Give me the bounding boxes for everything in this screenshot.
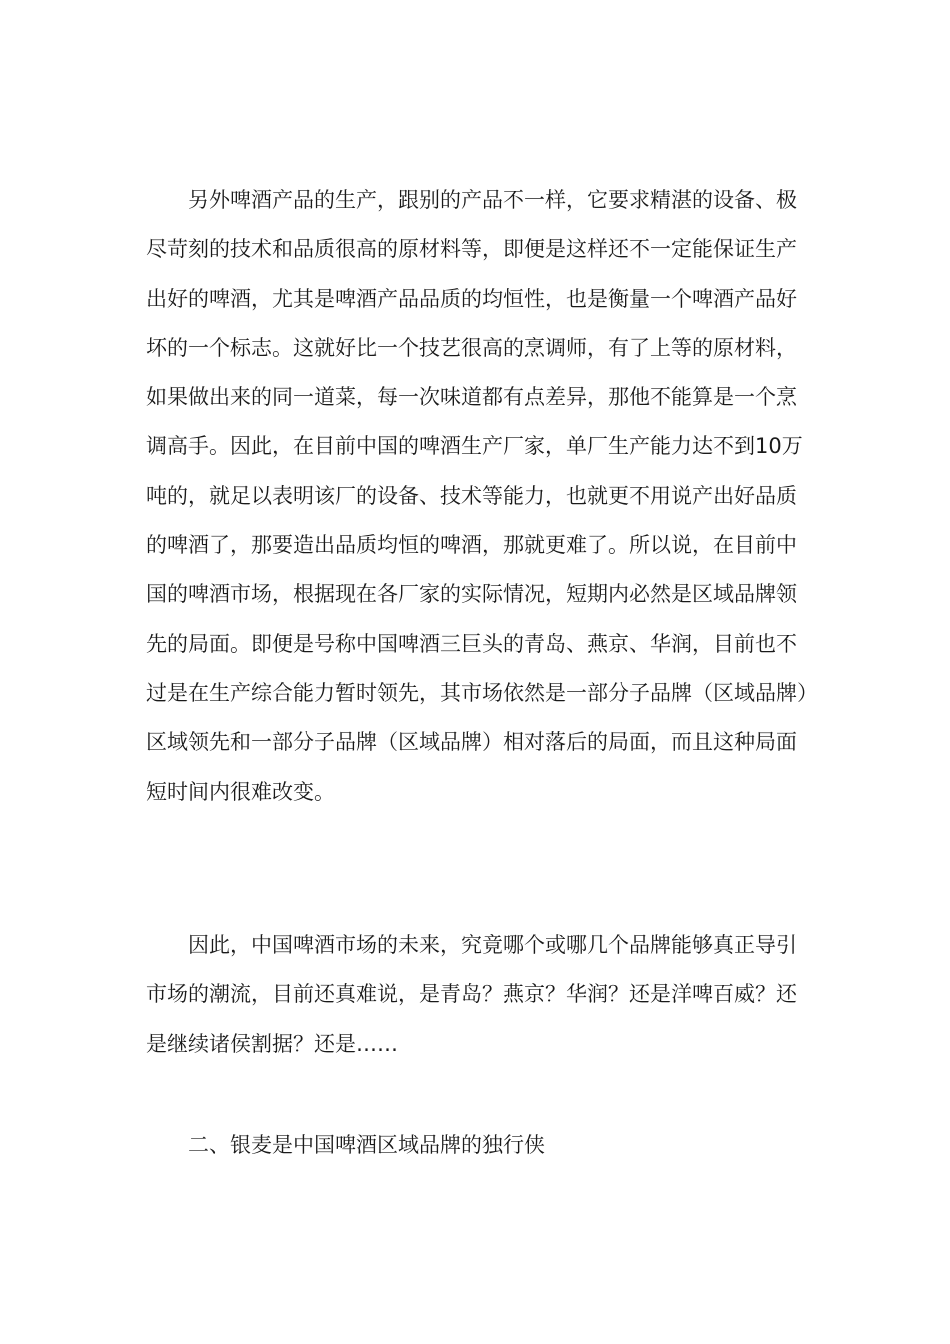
section-heading: 二、银麦是中国啤酒区域品牌的独行侠 [188, 1133, 545, 1157]
body-paragraph-1: 另外啤酒产品的生产，跟别的产品不一样，它要求精湛的设备、极尽苛刻的技术和品质很高的原材料等，即便是这样还不一定能保证生产出好的啤酒，尤其是啤酒产品品质的均恒性，也是衡量一个啤酒产品好坏的一个标志。这就好比一个技艺很高的烹调师，有了上等的原材料，如果做出来的同一道菜，每一次味道都有点差异，那他不能算是一个烹调高手。因此，在目前中国的啤酒生产厂家，单厂生产能力达不到10万吨的，就足以表明该厂的设备、技术等能力，也就更不用说产出好品质的啤酒了，那要造出品质均恒的啤酒，那就更难了。所以说，在目前中国的啤酒市场，根据现在各厂家的实际情况，短期内必然是区域品牌领先的局面。即便是号称中国啤酒三巨头的青岛、燕京、华润，目前也不过是在生产综合能力暂时领先，其市场依然是一部分子品牌（区域品牌）区域领先和一部分子品牌（区域品牌）相对落后的局面，而且这种局面短时间内很难改变。 [146, 188, 808, 804]
body-paragraph-2: 因此，中国啤酒市场的未来，究竟哪个或哪几个品牌能够真正导引市场的潮流，目前还真难说，是青岛？燕京？华润？还是洋啤百威？还是继续诸侯割据？还是…… [146, 933, 797, 1056]
